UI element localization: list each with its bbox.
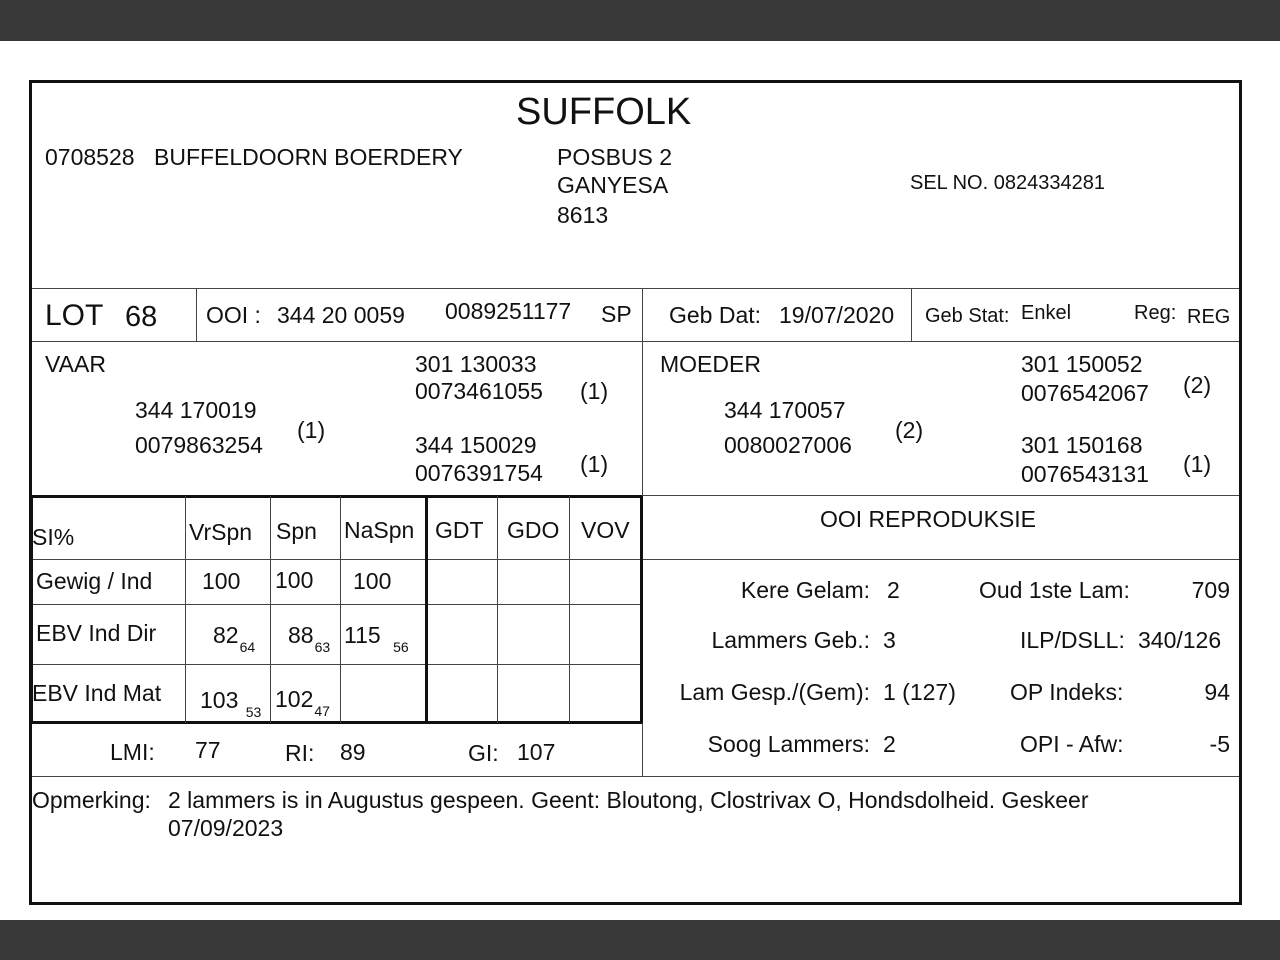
- suckling: 2: [883, 731, 896, 757]
- rule-col-naspn: [340, 496, 341, 723]
- times-lambed-label: Kere Gelam:: [740, 577, 870, 603]
- ilp: 340/126: [1138, 627, 1222, 653]
- rule-header-bottom: [32, 288, 1239, 289]
- owner-name: BUFFELDOORN BOERDERY: [154, 144, 463, 170]
- gi-label: GI:: [468, 740, 499, 766]
- gi-value: 107: [517, 739, 556, 765]
- ewe-id: 344 20 0059: [277, 302, 405, 328]
- owner-address-1: POSBUS 2: [557, 144, 673, 170]
- rule-col-vov: [569, 496, 570, 723]
- age-first-lamb-label: Oud 1ste Lam:: [979, 577, 1130, 603]
- dam-sire-mark: (2): [1183, 372, 1212, 398]
- birth-status-label: Geb Stat:: [925, 305, 1010, 327]
- birth-status: Enkel: [1021, 302, 1072, 324]
- row-weight-naspn: 100: [353, 568, 392, 594]
- sire-sire-reg: 0073461055: [415, 378, 543, 404]
- row-ebvdir-naspn-acc: 56: [393, 639, 409, 655]
- row-ebvdir-vrspn-value: 82: [213, 622, 239, 648]
- rule-pedigree-bottom-right: [643, 495, 1239, 496]
- birth-date-label: Geb Dat:: [669, 302, 762, 328]
- header-spn: Spn: [276, 518, 317, 544]
- rule-col-gdt: [425, 496, 428, 723]
- ri-value: 89: [340, 739, 366, 765]
- row-ebvdir-spn-value: 88: [288, 622, 314, 648]
- op-index-label: OP Indeks:: [1010, 679, 1124, 705]
- row-ebvdir-spn: [288, 622, 331, 655]
- rule-repro-header: [643, 559, 1239, 560]
- remarks-line2: 07/09/2023: [168, 815, 284, 841]
- sire-mark: (1): [297, 417, 326, 443]
- row-ebvdir-vrspn-acc: 64: [239, 639, 256, 655]
- sire-sire-id: 301 130033: [415, 351, 537, 377]
- age-first-lamb: 709: [1191, 577, 1230, 603]
- header-gdt: GDT: [435, 517, 484, 543]
- rule-col-spn: [270, 496, 271, 723]
- header-gdo: GDO: [507, 517, 560, 543]
- breed-title: SUFFOLK: [516, 91, 692, 133]
- row-ebvmat-vrspn: [200, 687, 262, 720]
- op-index: 94: [1204, 679, 1230, 705]
- header-vov: VOV: [581, 517, 630, 543]
- row-ebvmat-spn: [275, 686, 330, 719]
- remarks-line1: 2 lammers is in Augustus gespeen. Geent: Bloutong, Clostrivax O, Hondsdolheid. Geskeer: [168, 787, 1089, 813]
- rule-indices-bottom: [32, 776, 1239, 777]
- row-ebvdir-naspn-value: 115: [344, 622, 381, 648]
- times-lambed: 2: [887, 577, 900, 603]
- lot-number: 68: [125, 301, 158, 333]
- rule-col-vrspn: [185, 496, 186, 723]
- rule-perf-row1: [32, 604, 643, 605]
- rule-perf-row2: [32, 664, 643, 665]
- dam-dam-id: 301 150168: [1021, 432, 1143, 458]
- row-ebvdir-spn-acc: 63: [314, 639, 331, 655]
- dam-mark: (2): [895, 417, 924, 443]
- row-ebvdir-label: EBV Ind Dir: [36, 620, 157, 646]
- header-naspn: NaSpn: [344, 517, 415, 543]
- sire-reg: 0079863254: [135, 432, 263, 458]
- row-ebvmat-vrspn-acc: 53: [245, 704, 262, 720]
- sire-dam-mark: (1): [580, 451, 609, 477]
- lambs-born-label: Lammers Geb.:: [711, 627, 870, 653]
- header-si: SI%: [32, 524, 75, 550]
- ewe-type: SP: [601, 301, 632, 327]
- owner-address-2: GANYESA: [557, 172, 669, 198]
- remarks-label: Opmerking:: [32, 787, 151, 813]
- ewe-reg: 0089251177: [445, 298, 572, 324]
- ewe-label: OOI :: [206, 302, 261, 328]
- lot-card: [29, 80, 1242, 905]
- dam-sire-id: 301 150052: [1021, 351, 1143, 377]
- dam-dam-reg: 0076543131: [1021, 461, 1149, 487]
- row-ebvdir-naspn: [344, 622, 409, 655]
- dam-label: MOEDER: [660, 351, 761, 377]
- row-ebvmat-spn-acc: 47: [314, 703, 330, 719]
- row-weight-spn: 100: [275, 567, 314, 593]
- dam-reg: 0080027006: [724, 432, 852, 458]
- row-weight-vrspn: 100: [202, 568, 241, 594]
- sire-label: VAAR: [45, 351, 106, 377]
- ri-label: RI:: [285, 740, 315, 766]
- rule-pedigree-bottom: [32, 495, 643, 498]
- header-vrspn: VrSpn: [189, 519, 253, 545]
- row-ebvmat-label: EBV Ind Mat: [32, 680, 162, 706]
- reg-value: REG: [1187, 306, 1231, 328]
- opi-dev: -5: [1209, 731, 1230, 757]
- rule-perf-header: [32, 559, 643, 560]
- reg-label: Reg:: [1134, 302, 1177, 324]
- lmi-value: 77: [195, 737, 221, 763]
- rule-perf-bottom: [32, 721, 643, 724]
- owner-address-3: 8613: [557, 202, 609, 228]
- row-weight-label: Gewig / Ind: [36, 568, 153, 594]
- sire-sire-mark: (1): [580, 378, 609, 404]
- repro-title: OOI REPRODUKSIE: [820, 506, 1036, 532]
- bottom-frame-bar: [0, 920, 1280, 960]
- suckling-label: Soog Lammers:: [707, 731, 870, 757]
- lambs-weaned-label: Lam Gesp./(Gem):: [679, 679, 870, 705]
- dam-id: 344 170057: [724, 397, 846, 423]
- birth-date: 19/07/2020: [779, 302, 895, 328]
- row-ebvmat-vrspn-value: 103: [200, 687, 239, 713]
- lmi-label: LMI:: [110, 739, 155, 765]
- top-frame-bar: [0, 0, 1280, 41]
- sire-id: 344 170019: [135, 397, 257, 423]
- lambs-born: 3: [883, 627, 896, 653]
- dam-sire-reg: 0076542067: [1021, 380, 1149, 406]
- rule-geb-divider: [911, 289, 912, 341]
- sire-dam-reg: 0076391754: [415, 460, 543, 486]
- opi-dev-label: OPI - Afw:: [1020, 731, 1124, 757]
- sire-dam-id: 344 150029: [415, 432, 537, 458]
- rule-lot-divider: [196, 289, 197, 341]
- lambs-weaned: 1 (127): [883, 679, 956, 705]
- row-ebvmat-spn-value: 102: [275, 686, 314, 712]
- rule-lot-bottom: [32, 341, 1239, 342]
- owner-cell: SEL NO. 0824334281: [910, 172, 1105, 194]
- ilp-label: ILP/DSLL:: [1020, 627, 1125, 653]
- dam-dam-mark: (1): [1183, 451, 1212, 477]
- lot-label: LOT: [45, 299, 104, 332]
- owner-member-no: 0708528: [45, 144, 135, 170]
- row-ebvdir-vrspn: [213, 622, 256, 655]
- rule-col-gdo: [497, 496, 498, 723]
